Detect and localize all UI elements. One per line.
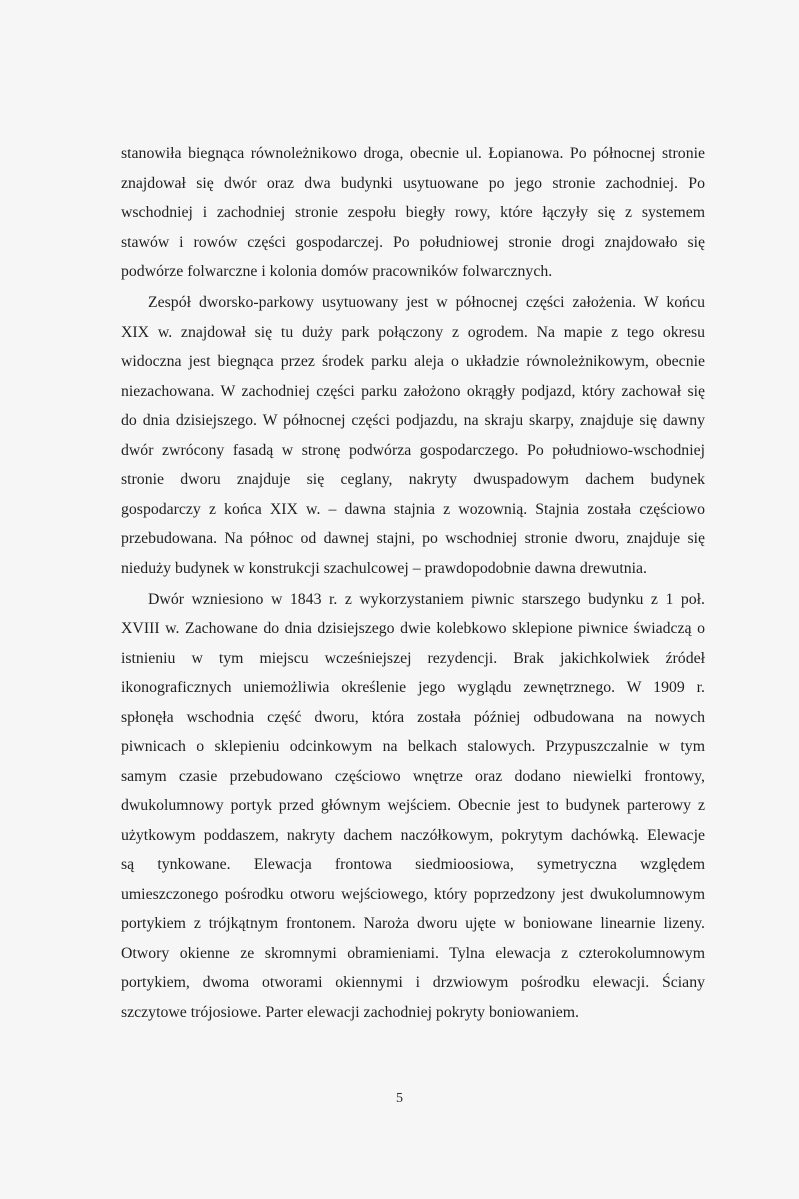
text-line: Otwory okienne ze skromnymi obramieniami. Tylna elewacja z czterokolumnowym bbox=[121, 944, 705, 962]
text-line: spłonęła wschodnia część dworu, która została później odbudowana na nowych bbox=[121, 708, 705, 726]
text-line: XIX w. znajdował się tu duży park połączony z ogrodem. Na mapie z tego okresu bbox=[121, 323, 705, 341]
body-text bbox=[121, 139, 705, 1027]
text-line: użytkowym poddaszem, nakryty dachem naczółkowym, pokrytym dachówką. Elewacje bbox=[121, 826, 705, 844]
text-line: stanowiła biegnąca równoleżnikowo droga, obecnie ul. Łopianowa. Po północnej stronie bbox=[121, 145, 705, 162]
text-line: stawów i rowów części gospodarczej. Po południowej stronie drogi znajdowało się bbox=[121, 233, 705, 251]
text-line: wschodniej i zachodniej stronie zespołu biegły rowy, które łączyły się z systemem bbox=[121, 204, 705, 221]
text-line: samym czasie przebudowano częściowo wnętrze oraz dodano niewielki frontowy, bbox=[121, 767, 705, 785]
text-line: umieszczonego pośrodku otworu wejściowego, który poprzedzony jest dwukolumnowym bbox=[121, 885, 705, 903]
text-line: do dnia dzisiejszego. W północnej części podjazdu, na skraju skarpy, znajduje się dawny bbox=[121, 412, 705, 429]
text-line: piwnicach o sklepieniu odcinkowym na belkach stalowych. Przypuszczalnie w tym bbox=[121, 738, 705, 755]
text-line: przebudowana. Na północ od dawnej stajni, po wschodniej stronie dworu, znajduje się bbox=[121, 530, 705, 547]
text-line: Zespół dworsko-parkowy usytuowany jest w północnej części założenia. W końcu bbox=[148, 294, 705, 311]
text-line: widoczna jest biegnąca przez środek parku aleja o układzie równoleżnikowym, obecnie bbox=[121, 353, 705, 370]
text-line: szczytowe trójosiowe. Parter elewacji zachodniej pokryty boniowaniem. bbox=[121, 1003, 579, 1021]
text-line: portykiem, dwoma otworami okiennymi i drzwiowym pośrodku elewacji. Ściany bbox=[121, 974, 705, 991]
text-line: dwór zwrócony fasadą w stronę podwórza gospodarczego. Po południowo-wschodniej bbox=[121, 441, 705, 459]
paragraph-2 bbox=[121, 288, 705, 583]
text-line: podwórze folwarczne i kolonia domów pracowników folwarcznych. bbox=[121, 263, 553, 280]
text-line: portykiem z trójkątnym frontonem. Naroża dworu ujęte w boniowane linearnie lizeny. bbox=[121, 915, 705, 932]
page-number: 5 bbox=[396, 1091, 403, 1106]
text-line: stronie dworu znajduje się ceglany, nakryty dwuspadowym dachem budynek bbox=[121, 471, 705, 488]
paragraph-1 bbox=[121, 139, 705, 287]
text-line: znajdował się dwór oraz dwa budynki usytuowane po jego stronie zachodniej. Po bbox=[121, 174, 705, 192]
text-line: Dwór wzniesiono w 1843 r. z wykorzystaniem piwnic starszego budynku z 1 poł. bbox=[148, 590, 705, 608]
text-line: nieduży budynek w konstrukcji szachulcowej – prawdopodobnie dawna drewutnia. bbox=[121, 559, 647, 577]
text-line: istnieniu w tym miejscu wcześniejszej rezydencji. Brak jakichkolwiek źródeł bbox=[121, 649, 705, 667]
text-line: gospodarczy z końca XIX w. – dawna stajnia z wozownią. Stajnia została częściowo bbox=[121, 500, 705, 518]
text-line: niezachowana. W zachodniej części parku założono okrągły podjazd, który zachował się bbox=[121, 382, 705, 400]
text-line: dwukolumnowy portyk przed głównym wejściem. Obecnie jest to budynek parterowy z bbox=[121, 797, 705, 814]
text-line: ikonograficznych uniemożliwia określenie jego wyglądu zewnętrznego. W 1909 r. bbox=[121, 679, 705, 696]
paragraph-3 bbox=[121, 585, 705, 1028]
text-line: są tynkowane. Elewacja frontowa siedmioosiowa, symetryczna względem bbox=[121, 856, 705, 873]
text-line: XVIII w. Zachowane do dnia dzisiejszego dwie kolebkowo sklepione piwnice świadczą o bbox=[121, 620, 705, 637]
